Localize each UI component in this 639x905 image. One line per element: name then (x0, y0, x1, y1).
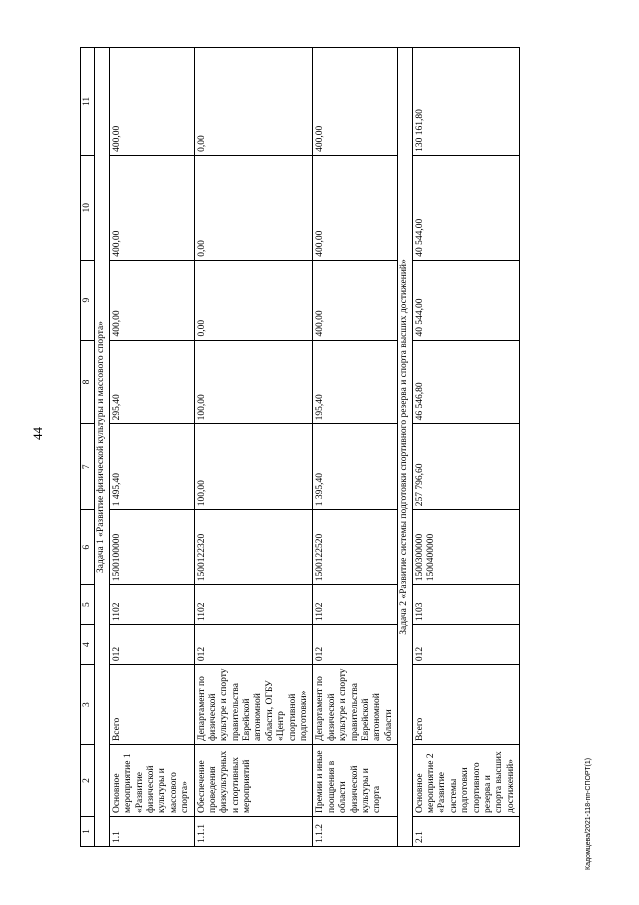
header-cell: 3 (81, 665, 95, 745)
cell: 257 796,60 (412, 424, 520, 510)
cell: 130 161,80 (412, 48, 520, 156)
cell: 40 544,00 (412, 260, 520, 340)
cell: 1500122320 (194, 510, 313, 585)
cell: 400,00 (109, 155, 194, 260)
cell: 400,00 (313, 155, 398, 260)
header-cell: 8 (81, 340, 95, 424)
cell: 1103 (412, 585, 520, 625)
cell: 100,00 (194, 340, 313, 424)
cell-line: 1500300000 (414, 533, 425, 582)
cell: 0,00 (194, 260, 313, 340)
cell: 0,00 (194, 155, 313, 260)
cell: 012 (412, 625, 520, 665)
cell: 1.1.2 (313, 817, 398, 847)
cell: 0,00 (194, 48, 313, 156)
cell: 1.1 (109, 817, 194, 847)
cell: 012 (313, 625, 398, 665)
cell (412, 510, 520, 585)
cell: 400,00 (109, 48, 194, 156)
cell: 2.1 (412, 817, 520, 847)
header-cell: 7 (81, 424, 95, 510)
cell: 400,00 (313, 48, 398, 156)
table-row (194, 48, 313, 847)
task-1-title: Задача 1 «Развитие физической культуры и массового спорта» (95, 48, 109, 847)
cell: Премии и иные поощрения в области физической культуры и спорта (313, 745, 398, 817)
cell: 1.1.1 (194, 817, 313, 847)
cell: 400,00 (313, 260, 398, 340)
cell: Департамент по физической культуре и спорту правительства Еврейской автономной области, ОГБУ «Центр спортивной подготовки» (194, 665, 313, 745)
header-row (81, 48, 95, 847)
page-number: 44 (30, 427, 45, 440)
cell: 012 (109, 625, 194, 665)
header-cell: 5 (81, 585, 95, 625)
header-cell: 11 (81, 48, 95, 156)
cell: 1102 (109, 585, 194, 625)
header-cell: 2 (81, 745, 95, 817)
table-row (412, 48, 520, 847)
table-row (109, 48, 194, 847)
cell: 400,00 (109, 260, 194, 340)
cell: 1 495,40 (109, 424, 194, 510)
header-cell: 9 (81, 260, 95, 340)
cell: 46 546,80 (412, 340, 520, 424)
header-cell: 6 (81, 510, 95, 585)
cell: 1500100000 (109, 510, 194, 585)
cell: Всего (109, 665, 194, 745)
table-row (313, 48, 398, 847)
cell: 295,40 (109, 340, 194, 424)
task-2-title: Задача 2 «Развитие системы подготовки спортивного резерва и спорта высших достижений» (398, 48, 412, 847)
cell: Департамент по физической культуре и спорту правительства Еврейской автономной области (313, 665, 398, 745)
cell: 1102 (313, 585, 398, 625)
cell: 1500122520 (313, 510, 398, 585)
cell: 012 (194, 625, 313, 665)
task-2-row (398, 48, 412, 847)
task-1-row (95, 48, 109, 847)
header-cell: 4 (81, 625, 95, 665)
cell: Всего (412, 665, 520, 745)
budget-table (80, 47, 520, 847)
rotated-table-container (80, 47, 578, 847)
cell: 100,00 (194, 424, 313, 510)
cell: 40 544,00 (412, 155, 520, 260)
cell: 1 395,40 (313, 424, 398, 510)
cell: 195,40 (313, 340, 398, 424)
footer-file-label: Кадомцева/2021-118-пп-СПОРТ(1) (585, 757, 592, 870)
cell-line: 1500400000 (425, 533, 436, 582)
header-cell: 10 (81, 155, 95, 260)
header-cell: 1 (81, 817, 95, 847)
cell: Обеспечение проведения физкультурных и спортивных мероприятий (194, 745, 313, 817)
cell: 1102 (194, 585, 313, 625)
cell: Основное мероприятие 2 «Развитие системы подготовки спортивного резерва и спорта высших достижений» (412, 745, 520, 817)
cell: Основное мероприятие 1 «Развитие физической культуры и массового спорта» (109, 745, 194, 817)
